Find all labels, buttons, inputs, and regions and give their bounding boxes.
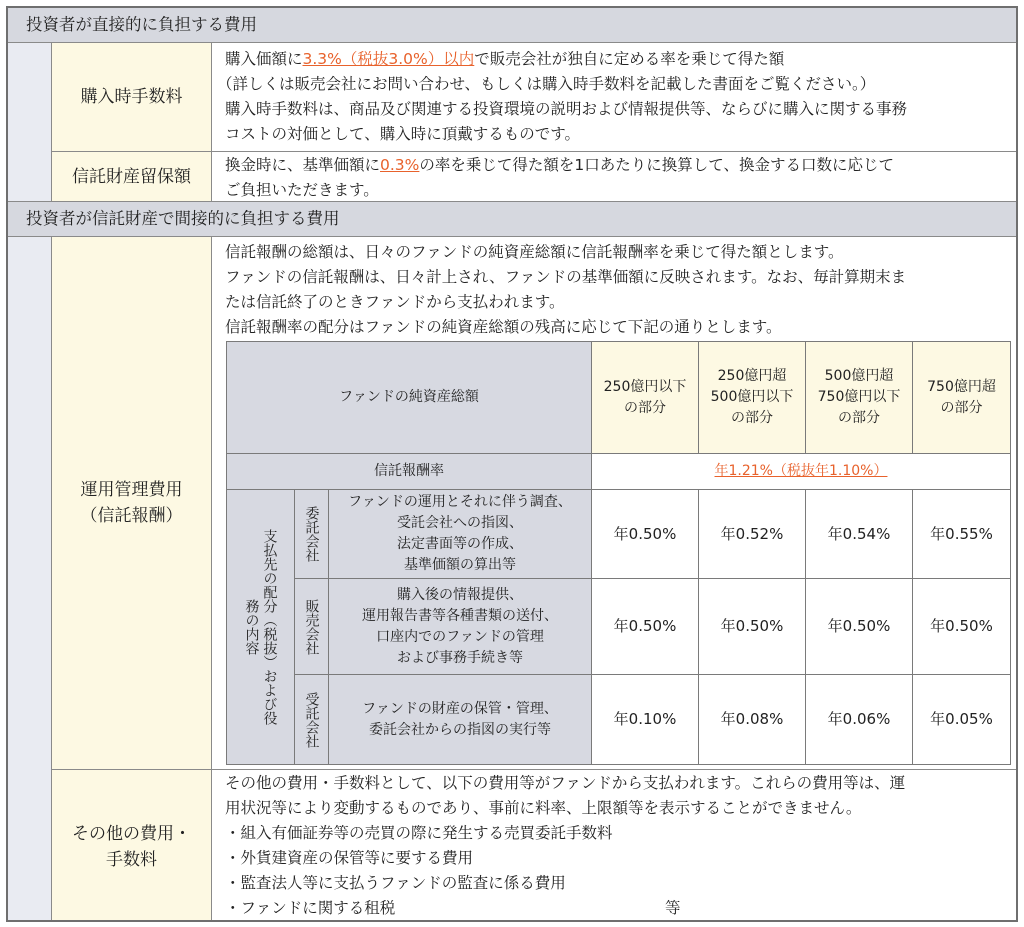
purchase-fee-content — [213, 47, 1016, 147]
reserve-content — [213, 153, 1016, 203]
management-fee-content — [213, 240, 1016, 340]
service-cell: 購入後の情報提供、 運用報告書等各種書類の送付、 口座内でのファンドの管理 および事務手続き等 — [329, 579, 592, 675]
management-fee-label-line2: （信託報酬） — [80, 506, 183, 526]
management-line1: 信託報酬の総額は、日々のファンドの純資産総額に信託報酬率を乗じて得た額とします。 — [225, 243, 844, 261]
purchase-fee-line4: コストの対価として、購入時に頂戴するものです。 — [225, 125, 580, 143]
rate-cell: 年0.08% — [699, 675, 806, 764]
other-fees-label-line2: 手数料 — [106, 850, 157, 870]
purchase-fee-line2: （詳しくは販売会社にお問い合わせ、もしくは購入時手数料を記載した書面をご覧ください。） — [217, 75, 876, 93]
section-title: 投資者が信託財産で間接的に負担する費用 — [26, 209, 340, 228]
rate-cell: 年0.10% — [592, 675, 699, 764]
management-fee-label-line1: 運用管理費用 — [80, 480, 183, 500]
payee-cell — [295, 579, 329, 675]
other-fees-label-line1: その他の費用・ — [72, 824, 191, 844]
purchase-fee-label — [52, 43, 212, 151]
other-fees-line2: 用状況等により変動するものであり、事前に料率、上限額等を表示することができません。 — [225, 799, 862, 817]
rate-value-text: 年1.21%（税抜年1.10%） — [714, 463, 888, 479]
section-title: 投資者が直接的に負担する費用 — [26, 15, 257, 34]
rate-cell: 年0.50% — [592, 579, 699, 675]
section-band — [8, 43, 52, 201]
payee-cell — [295, 490, 329, 579]
management-line3: たは信託終了のときファンドから支払われます。 — [225, 293, 565, 311]
list-item: ・外貨建資産の保管等に要する費用 — [225, 849, 474, 867]
text-fragment: 換金時に、基準価額に — [225, 156, 381, 174]
reserve-rate: 0.3% — [380, 156, 420, 174]
rate-value — [592, 454, 1010, 490]
reserve-label-text: 信託財産留保額 — [72, 166, 191, 187]
allocation-label — [227, 490, 295, 764]
rate-cell: 年0.50% — [913, 579, 1010, 675]
section-band — [8, 237, 52, 922]
reserve-line1 — [225, 153, 1016, 178]
rate-label — [227, 454, 592, 490]
list-item: ・監査法人等に支払うファンドの監査に係る費用 — [225, 874, 566, 892]
text-fragment: 購入価額に — [225, 50, 303, 68]
payee-text: 販売会社 — [303, 598, 320, 655]
list-item — [225, 896, 1016, 921]
rate-label-text: 信託報酬率 — [374, 463, 444, 479]
rate-cell: 年0.05% — [913, 675, 1010, 764]
fee-document — [6, 6, 1018, 922]
payee-text: 受託会社 — [303, 691, 320, 748]
purchase-fee-line1 — [225, 47, 1016, 72]
text-fragment: の率を乗じて得た額を1口あたりに換算して、換金する口数に応じて — [419, 156, 894, 174]
rate-cell: 年0.50% — [699, 579, 806, 675]
header-label-text: ファンドの純資産総額 — [339, 389, 479, 405]
rate-cell: 年0.54% — [806, 490, 913, 579]
purchase-fee-line3: 購入時手数料は、商品及び関連する投資環境の説明および情報提供等、ならびに購入に関する事務 — [225, 100, 908, 118]
section-indirect-costs-header — [8, 201, 1016, 237]
purchase-fee-rate: 3.3%（税抜3.0%）以内 — [302, 50, 475, 68]
allocation-label-text: 支払先の配分（税抜）および役務の内容 — [243, 529, 278, 725]
other-fees-content — [213, 771, 1016, 921]
other-fees-label — [52, 770, 212, 922]
list-item: ・組入有価証券等の売買の際に発生する売買委託手数料 — [225, 824, 613, 842]
rate-cell: 年0.52% — [699, 490, 806, 579]
management-line2: ファンドの信託報酬は、日々計上され、ファンドの基準価額に反映されます。なお、毎計算期末ま — [225, 268, 907, 286]
tier-header: 500億円超 750億円以下 の部分 — [806, 342, 913, 454]
reserve-line2: ご負担いただきます。 — [225, 181, 379, 199]
fee-allocation-table — [226, 341, 1011, 765]
service-cell: ファンドの運用とそれに伴う調査、 受託会社への指図、 法定書面等の作成、 基準価額の算出等 — [329, 490, 592, 579]
tier-header: 250億円超 500億円以下 の部分 — [699, 342, 806, 454]
rate-cell: 年0.50% — [806, 579, 913, 675]
tier-header: 250億円以下 の部分 — [592, 342, 699, 454]
management-fee-label — [52, 237, 212, 769]
etc-text: 等 — [665, 899, 681, 917]
other-fees-list — [225, 821, 1016, 921]
payee-text: 委託会社 — [303, 506, 320, 562]
purchase-fee-label-text: 購入時手数料 — [80, 87, 183, 107]
other-fees-line1: その他の費用・手数料として、以下の費用等がファンドから支払われます。これらの費用等は、運 — [225, 774, 906, 792]
text-fragment: で販売会社が独自に定める率を乗じて得た額 — [474, 50, 785, 68]
table-header-label — [227, 342, 592, 454]
management-line4: 信託報酬率の配分はファンドの純資産総額の残高に応じて下記の通りとします。 — [225, 318, 782, 336]
payee-cell — [295, 675, 329, 764]
rate-cell: 年0.50% — [592, 490, 699, 579]
tier-header: 750億円超 の部分 — [913, 342, 1010, 454]
service-cell: ファンドの財産の保管・管理、 委託会社からの指図の実行等 — [329, 675, 592, 764]
section-direct-costs-header — [8, 8, 1016, 43]
reserve-label — [52, 152, 212, 201]
rate-cell: 年0.06% — [806, 675, 913, 764]
rate-cell: 年0.55% — [913, 490, 1010, 579]
list-item-text: ・ファンドに関する租税 — [225, 899, 396, 917]
